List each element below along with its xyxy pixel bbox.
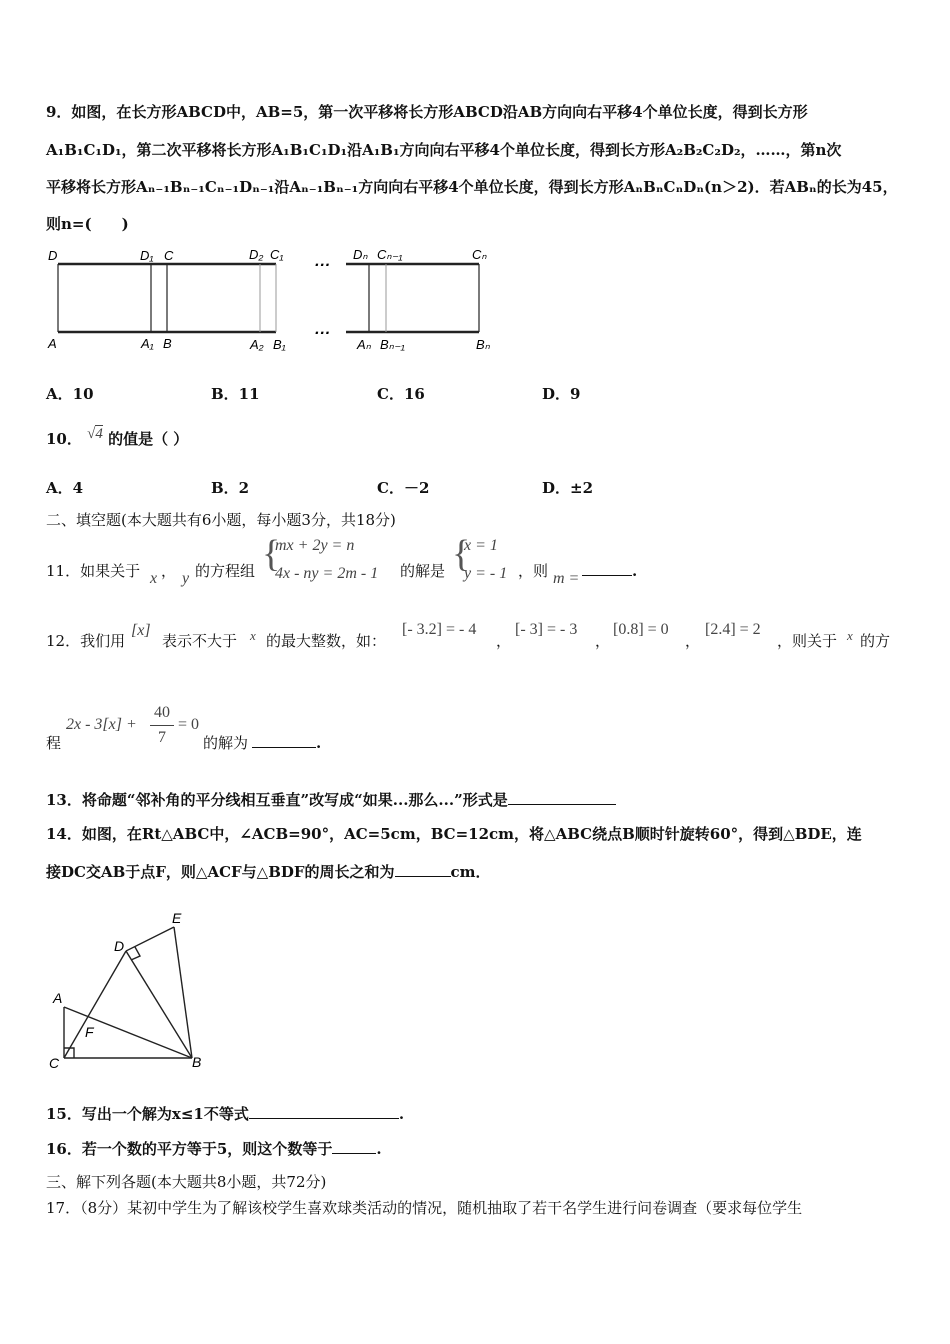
q11-eq2: 4x - ny = 2m - 1: [275, 565, 379, 582]
q14-line2: [46, 862, 491, 882]
q9-option-d: D．9: [542, 385, 581, 403]
q14-label-D: D: [114, 938, 125, 954]
label-B1: B₁: [273, 337, 286, 352]
q9-dots-top: ···: [314, 257, 330, 274]
q12-eq-left: 2x - 3[x] +: [66, 716, 137, 733]
q9-option-a: A．10: [46, 385, 94, 403]
section-2-heading: 二、填空题(本大题共有6小题，每小题3分，共18分): [46, 511, 396, 529]
section-3-heading: 三、解下列各题(本大题共8小题，共72分): [46, 1173, 327, 1191]
q14-line2-text: 接DC交AB于点F，则△ACF与△BDF的周长之和为: [46, 863, 395, 881]
q11-brace-left: {: [262, 533, 281, 575]
q12-line2-prefix: 程: [46, 734, 62, 752]
q10-option-a: A．4: [46, 479, 84, 497]
label-Cn1: Cₙ₋₁: [377, 247, 403, 262]
q10-option-d: D．±2: [542, 479, 594, 497]
q12-line2-suffix: 的解为: [203, 734, 249, 752]
q10-line: [46, 426, 189, 450]
q13-answer-blank[interactable]: [508, 790, 616, 805]
q12-ex4: [2.4] = 2: [705, 621, 761, 638]
label-An: Aₙ: [357, 337, 371, 352]
q12-end: .: [316, 734, 322, 752]
q16-answer-blank[interactable]: [332, 1139, 376, 1154]
q11-eq1: mx + 2y = n: [275, 537, 355, 554]
q11-prefix: 11．如果关于: [46, 562, 141, 580]
q16-line: [46, 1139, 382, 1159]
label-A1: A₁: [141, 336, 154, 351]
q12-t3: ，则关于: [777, 632, 838, 650]
label-B: B: [163, 336, 172, 351]
q9-translation-figure: [44, 242, 504, 360]
q11-var-x: x: [150, 570, 158, 587]
q13-text: 13．将命题“邻补角的平分线相互垂直”改写成“如果...那么...”形式是: [46, 791, 508, 809]
label-Dn: Dₙ: [353, 247, 368, 262]
q12-sep3: ，: [685, 632, 701, 650]
q14-triangle-figure: [44, 905, 224, 1080]
q10-prefix: 10．: [46, 430, 82, 448]
label-Bn1: Bₙ₋₁: [380, 337, 405, 352]
q10-radicand: 4: [95, 426, 103, 442]
q14-answer-blank[interactable]: [395, 862, 451, 877]
label-C1: C₁: [270, 247, 284, 262]
label-D1: D₁: [140, 248, 154, 263]
q11-m-eq: m =: [553, 570, 580, 587]
q12-frac-den: 7: [158, 729, 166, 746]
q11-end: .: [632, 562, 638, 580]
q14-label-F: F: [85, 1024, 94, 1040]
label-A2: A₂: [250, 337, 264, 352]
q12-frac-num: 40: [154, 704, 170, 721]
q11-mid2: 的解是: [400, 562, 446, 580]
q12-t1: 表示不大于: [162, 632, 238, 650]
q12-prefix: 12．我们用: [46, 632, 126, 650]
q15-line: [46, 1104, 404, 1124]
q11-sol1: x = 1: [464, 537, 498, 554]
q10-suffix: 的值是（ ）: [108, 430, 189, 448]
q9-option-c: C．16: [377, 385, 425, 403]
q12-frac-bar: [150, 725, 174, 726]
q12-var-x: x: [250, 628, 256, 643]
q12-var-x2: x: [847, 628, 853, 643]
q11-sol2: y = - 1: [464, 565, 508, 582]
q11-comma: ，: [161, 562, 177, 580]
q12-ex1: [- 3.2] = - 4: [402, 621, 477, 638]
q11-var-y: y: [182, 570, 190, 587]
q14-unit: cm．: [450, 863, 491, 881]
q9-line4: 则n=( ): [46, 215, 129, 233]
q9-option-b: B．11: [211, 385, 260, 403]
q12-t2: 的最大整数，如：: [266, 632, 387, 650]
q17-line: 17．（8分）某初中学生为了解该校学生喜欢球类活动的情况，随机抽取了若干名学生进行问卷调查（要求每位学生: [46, 1199, 803, 1217]
q12-t4: 的方: [860, 632, 891, 650]
q11-then: ，则: [518, 562, 549, 580]
q14-label-E: E: [172, 910, 182, 926]
label-Bn: Bₙ: [476, 337, 490, 352]
q16-text: 16．若一个数的平方等于5，则这个数等于: [46, 1140, 333, 1158]
label-A: A: [48, 336, 57, 351]
q9-line1: 9．如图，在长方形ABCD中，AB=5，第一次平移将长方形ABCD沿AB方向向右平移4个单位长度，得到长方形: [46, 103, 808, 121]
q14-line1: 14．如图，在Rt△ABC中，∠ACB=90°，AC=5cm，BC=12cm，将△ABC绕点B顺时针旋转60°，得到△BDE，连: [46, 825, 862, 843]
q12-ex2: [- 3] = - 3: [515, 621, 578, 638]
q10-option-b: B．2: [211, 479, 250, 497]
q15-answer-blank[interactable]: [249, 1104, 399, 1119]
q12-answer-blank[interactable]: [252, 733, 321, 753]
q12-sep2: ，: [595, 632, 611, 650]
q9-dots-bottom: ···: [314, 325, 330, 342]
q9-line3: 平移将长方形Aₙ₋₁Bₙ₋₁Cₙ₋₁Dₙ₋₁沿Aₙ₋₁Bₙ₋₁方向向右平移4个单位长度，得到长方形AₙBₙCₙDₙ(n＞2)．若ABₙ的长为45，: [46, 178, 898, 196]
q9-line2: A₁B₁C₁D₁，第二次平移将长方形A₁B₁C₁D₁沿A₁B₁方向向右平移4个单位长度，得到长方形A₂B₂C₂D₂，……，第n次: [46, 141, 842, 159]
q12-eq-right: = 0: [178, 716, 200, 733]
label-D2: D₂: [249, 247, 264, 262]
q12-bracket-x: [x]: [131, 622, 151, 639]
q11-mid: 的方程组: [195, 562, 256, 580]
q15-text: 15．写出一个解为x≤1不等式: [46, 1105, 249, 1123]
q12-ex3: [0.8] = 0: [613, 621, 669, 638]
q10-sqrt: √4: [87, 426, 103, 442]
q16-end: .: [376, 1140, 382, 1158]
q12-sep1: ，: [496, 632, 512, 650]
label-C: C: [164, 248, 174, 263]
label-Cn: Cₙ: [472, 247, 487, 262]
q14-label-C: C: [49, 1055, 60, 1071]
q11-answer-blank[interactable]: [582, 561, 637, 581]
q13-line: [46, 790, 616, 810]
q10-option-c: C．－2: [377, 479, 430, 497]
q15-end: .: [398, 1105, 405, 1123]
q14-label-A: A: [53, 990, 63, 1006]
label-D: D: [48, 248, 58, 263]
q11-brace-right: {: [452, 533, 471, 575]
q14-label-B: B: [192, 1054, 202, 1070]
